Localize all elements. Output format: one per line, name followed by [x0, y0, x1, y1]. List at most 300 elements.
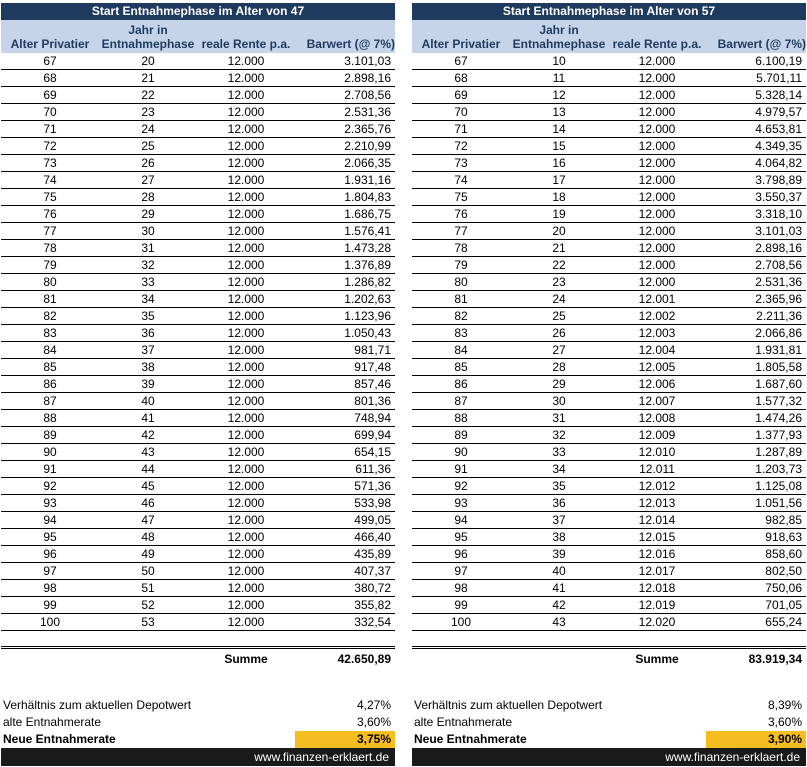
column-header-rente: reale Rente p.a.	[201, 37, 291, 51]
cell-barwert: 1.287,89	[755, 445, 802, 459]
table-row	[1, 410, 395, 427]
table-row	[412, 274, 806, 291]
cell-rente: 12.000	[638, 190, 676, 204]
ratio-label: Verhältnis zum aktuellen Depotwert	[414, 698, 603, 712]
cell-jahr: 39	[141, 377, 155, 391]
table-row	[412, 291, 806, 308]
table-title: Start Entnahmephase im Alter von 57	[412, 3, 806, 20]
column-header-jahr	[510, 23, 608, 51]
cell-rente: 12.000	[227, 241, 265, 255]
cell-jahr: 35	[141, 309, 155, 323]
table-row	[1, 376, 395, 393]
cell-rente: 12.000	[227, 581, 265, 595]
cell-alter: 71	[43, 122, 57, 136]
cell-alter: 95	[43, 530, 57, 544]
ratio-label: Verhältnis zum aktuellen Depotwert	[3, 698, 192, 712]
cell-alter: 69	[454, 88, 468, 102]
cell-alter: 93	[454, 496, 468, 510]
cell-barwert: 533,98	[354, 496, 391, 510]
cell-jahr: 41	[552, 581, 566, 595]
cell-rente: 12.000	[638, 207, 676, 221]
cell-alter: 72	[43, 139, 57, 153]
cell-rente: 12.000	[227, 173, 265, 187]
cell-rente: 12.000	[227, 547, 265, 561]
cell-rente: 12.011	[639, 462, 675, 476]
table-row	[1, 274, 395, 291]
column-header-rente: reale Rente p.a.	[612, 37, 702, 51]
cell-rente: 12.000	[227, 309, 265, 323]
table-row	[1, 325, 395, 342]
cell-jahr: 52	[141, 598, 155, 612]
cell-barwert: 982,85	[765, 513, 802, 527]
table-row	[412, 104, 806, 121]
cell-alter: 79	[43, 258, 57, 272]
cell-barwert: 699,94	[354, 428, 391, 442]
cell-jahr: 24	[141, 122, 155, 136]
table-row	[412, 427, 806, 444]
cell-barwert: 802,50	[765, 564, 802, 578]
cell-alter: 80	[454, 275, 468, 289]
table-row	[412, 393, 806, 410]
cell-alter: 82	[43, 309, 57, 323]
cell-rente: 12.000	[227, 207, 265, 221]
cell-barwert: 748,94	[354, 411, 391, 425]
cell-alter: 85	[43, 360, 57, 374]
cell-rente: 12.000	[638, 88, 676, 102]
cell-barwert: 2.708,56	[755, 258, 802, 272]
cell-barwert: 801,36	[354, 394, 391, 408]
cell-alter: 77	[43, 224, 57, 238]
column-header-barwert: Barwert (@ 7%)	[306, 37, 395, 51]
cell-jahr: 26	[552, 326, 566, 340]
cell-alter: 70	[454, 105, 468, 119]
cell-jahr: 28	[141, 190, 155, 204]
cell-alter: 68	[43, 71, 57, 85]
cell-barwert: 1.123,96	[344, 309, 391, 323]
cell-barwert: 611,36	[355, 462, 391, 476]
cell-jahr: 13	[552, 105, 566, 119]
table-row	[1, 495, 395, 512]
cell-jahr: 30	[552, 394, 566, 408]
cell-jahr: 51	[141, 581, 155, 595]
cell-alter: 85	[454, 360, 468, 374]
cell-jahr: 25	[552, 309, 566, 323]
summe-label: Summe	[635, 652, 679, 666]
table-row	[1, 563, 395, 580]
cell-rente: 12.000	[227, 445, 265, 459]
cell-rente: 12.000	[227, 88, 265, 102]
cell-jahr: 29	[141, 207, 155, 221]
cell-rente: 12.000	[638, 224, 676, 238]
table-row	[1, 427, 395, 444]
cell-barwert: 1.805,58	[755, 360, 802, 374]
column-header-jahr-line2: Entnahmephase	[101, 37, 195, 51]
table-row	[1, 546, 395, 563]
cell-jahr: 31	[141, 241, 155, 255]
cell-rente: 12.000	[227, 54, 265, 68]
cell-barwert: 466,40	[354, 530, 391, 544]
cell-barwert: 1.931,81	[755, 343, 802, 357]
cell-jahr: 25	[141, 139, 155, 153]
cell-alter: 100	[450, 615, 472, 629]
cell-rente: 12.000	[638, 156, 676, 170]
cell-jahr: 33	[141, 275, 155, 289]
table-row	[1, 461, 395, 478]
cell-alter: 97	[454, 564, 468, 578]
cell-jahr: 32	[141, 258, 155, 272]
table-row	[1, 206, 395, 223]
cell-alter: 90	[454, 445, 468, 459]
table-row	[1, 104, 395, 121]
cell-alter: 99	[454, 598, 468, 612]
table-panel-age-47	[1, 3, 395, 669]
cell-barwert: 355,82	[354, 598, 391, 612]
cell-barwert: 1.203,73	[755, 462, 802, 476]
cell-jahr: 21	[552, 241, 566, 255]
cell-alter: 86	[43, 377, 57, 391]
cell-alter: 96	[43, 547, 57, 561]
cell-rente: 12.006	[638, 377, 676, 391]
table-row	[1, 70, 395, 87]
table-body	[1, 53, 395, 631]
table-row	[412, 342, 806, 359]
cell-alter: 94	[43, 513, 57, 527]
cell-rente: 12.018	[638, 581, 676, 595]
cell-barwert: 3.101,03	[755, 224, 802, 238]
cell-rente: 12.008	[638, 411, 676, 425]
cell-jahr: 43	[552, 615, 566, 629]
table-row	[1, 342, 395, 359]
brand-bar	[1, 748, 395, 766]
cell-rente: 12.000	[227, 598, 265, 612]
cell-alter: 89	[43, 428, 57, 442]
brand-link[interactable]: www.finanzen-erklaert.de	[254, 750, 389, 764]
cell-jahr: 47	[141, 513, 155, 527]
table-row	[412, 70, 806, 87]
cell-barwert: 4.064,82	[755, 156, 802, 170]
cell-alter: 89	[454, 428, 468, 442]
table-row	[1, 614, 395, 631]
cell-barwert: 380,72	[354, 581, 391, 595]
cell-barwert: 1.576,41	[344, 224, 391, 238]
table-row	[412, 240, 806, 257]
cell-barwert: 2.531,36	[344, 105, 391, 119]
cell-alter: 95	[454, 530, 468, 544]
cell-jahr: 46	[141, 496, 155, 510]
cell-alter: 93	[43, 496, 57, 510]
column-header-alter: Alter Privatier	[421, 37, 501, 51]
table-row	[412, 597, 806, 614]
table-row	[412, 257, 806, 274]
cell-barwert: 1.804,83	[344, 190, 391, 204]
cell-alter: 78	[454, 241, 468, 255]
cell-jahr: 42	[552, 598, 566, 612]
summe-row	[412, 649, 806, 669]
table-row	[412, 495, 806, 512]
table-row	[1, 138, 395, 155]
cell-jahr: 41	[141, 411, 155, 425]
table-row	[1, 291, 395, 308]
table-row	[1, 155, 395, 172]
cell-barwert: 1.473,28	[344, 241, 391, 255]
ratio-row	[1, 697, 395, 714]
summe-label: Summe	[224, 652, 268, 666]
cell-jahr: 11	[552, 71, 566, 85]
table-row	[1, 189, 395, 206]
cell-rente: 12.003	[638, 326, 676, 340]
cell-barwert: 3.101,03	[344, 54, 391, 68]
cell-alter: 73	[454, 156, 468, 170]
cell-jahr: 20	[552, 224, 566, 238]
cell-jahr: 45	[141, 479, 155, 493]
cell-alter: 75	[43, 190, 57, 204]
table-row	[412, 376, 806, 393]
cell-jahr: 10	[552, 54, 566, 68]
cell-rente: 12.015	[638, 530, 676, 544]
table-row	[412, 53, 806, 70]
column-header-barwert: Barwert (@ 7%)	[717, 37, 806, 51]
cell-barwert: 1.686,75	[344, 207, 391, 221]
cell-rente: 12.000	[227, 139, 265, 153]
cell-alter: 91	[454, 462, 468, 476]
cell-barwert: 1.687,60	[755, 377, 802, 391]
cell-rente: 12.013	[638, 496, 676, 510]
cell-jahr: 43	[141, 445, 155, 459]
cell-barwert: 2.898,16	[755, 241, 802, 255]
cell-jahr: 50	[141, 564, 155, 578]
cell-rente: 12.000	[638, 258, 676, 272]
cell-alter: 92	[43, 479, 57, 493]
table-row	[1, 172, 395, 189]
cell-barwert: 1.286,82	[344, 275, 391, 289]
cell-rente: 12.000	[227, 71, 265, 85]
cell-rente: 12.000	[227, 496, 265, 510]
cell-jahr: 33	[552, 445, 566, 459]
table-row	[412, 478, 806, 495]
cell-rente: 12.019	[638, 598, 676, 612]
cell-alter: 84	[43, 343, 57, 357]
cell-jahr: 48	[141, 530, 155, 544]
cell-rente: 12.000	[638, 54, 676, 68]
table-row	[412, 359, 806, 376]
cell-alter: 91	[43, 462, 57, 476]
cell-alter: 98	[454, 581, 468, 595]
table-row	[412, 444, 806, 461]
cell-rente: 12.000	[227, 224, 265, 238]
cell-barwert: 3.798,89	[755, 173, 802, 187]
table-row	[1, 512, 395, 529]
old-rate-row	[412, 714, 806, 731]
ratio-value: 4,27%	[356, 698, 391, 712]
cell-alter: 77	[454, 224, 468, 238]
cell-barwert: 2.365,96	[755, 292, 802, 306]
summe-row	[1, 649, 395, 669]
table-row	[412, 155, 806, 172]
old-rate-label: alte Entnahmerate	[3, 715, 102, 729]
new-rate-row	[1, 731, 395, 748]
table-body	[412, 53, 806, 631]
cell-alter: 72	[454, 139, 468, 153]
cell-jahr: 38	[141, 360, 155, 374]
cell-rente: 12.000	[227, 275, 265, 289]
cell-rente: 12.000	[227, 377, 265, 391]
cell-rente: 12.000	[227, 513, 265, 527]
table-row	[412, 223, 806, 240]
brand-link[interactable]: www.finanzen-erklaert.de	[665, 750, 800, 764]
cell-rente: 12.007	[638, 394, 676, 408]
cell-alter: 69	[43, 88, 57, 102]
cell-alter: 88	[454, 411, 468, 425]
ratio-value: 8,39%	[767, 698, 802, 712]
table-row	[412, 580, 806, 597]
cell-alter: 97	[43, 564, 57, 578]
cell-rente: 12.017	[638, 564, 676, 578]
cell-rente: 12.009	[638, 428, 676, 442]
cell-alter: 81	[43, 292, 57, 306]
cell-jahr: 18	[552, 190, 566, 204]
cell-alter: 67	[454, 54, 468, 68]
table-row	[412, 614, 806, 631]
cell-alter: 92	[454, 479, 468, 493]
cell-alter: 94	[454, 513, 468, 527]
cell-jahr: 34	[141, 292, 155, 306]
cell-alter: 68	[454, 71, 468, 85]
cell-rente: 12.000	[227, 105, 265, 119]
new-rate-label: Neue Entnahmerate	[414, 732, 527, 746]
cell-rente: 12.004	[638, 343, 676, 357]
cell-rente: 12.000	[227, 190, 265, 204]
table-row	[1, 580, 395, 597]
cell-barwert: 857,46	[354, 377, 391, 391]
cell-rente: 12.000	[638, 105, 676, 119]
cell-barwert: 2.066,35	[344, 156, 391, 170]
cell-alter: 78	[43, 241, 57, 255]
cell-rente: 12.000	[638, 139, 676, 153]
cell-alter: 74	[43, 173, 57, 187]
table-row	[1, 308, 395, 325]
cell-alter: 74	[454, 173, 468, 187]
cell-rente: 12.012	[638, 479, 676, 493]
cell-rente: 12.000	[638, 122, 676, 136]
cell-rente: 12.000	[227, 530, 265, 544]
cell-jahr: 42	[141, 428, 155, 442]
new-rate-value: 3,90%	[767, 732, 802, 746]
cell-alter: 84	[454, 343, 468, 357]
table-row	[412, 563, 806, 580]
cell-alter: 82	[454, 309, 468, 323]
cell-rente: 12.000	[227, 258, 265, 272]
cell-alter: 83	[43, 326, 57, 340]
cell-barwert: 3.318,10	[755, 207, 802, 221]
cell-rente: 12.001	[638, 292, 676, 306]
cell-alter: 88	[43, 411, 57, 425]
cell-jahr: 39	[552, 547, 566, 561]
column-header-jahr-line1: Jahr in	[128, 23, 168, 37]
old-rate-value: 3,60%	[356, 715, 391, 729]
table-row	[1, 240, 395, 257]
table-row	[1, 529, 395, 546]
cell-jahr: 37	[552, 513, 566, 527]
table-row	[1, 393, 395, 410]
table-row	[412, 172, 806, 189]
cell-barwert: 435,89	[354, 547, 391, 561]
cell-barwert: 2.365,76	[344, 122, 391, 136]
summe-value: 42.650,89	[337, 652, 391, 666]
cell-alter: 76	[454, 207, 468, 221]
cell-jahr: 21	[141, 71, 155, 85]
cell-barwert: 332,54	[354, 615, 391, 629]
new-rate-row	[412, 731, 806, 748]
cell-barwert: 499,05	[354, 513, 391, 527]
cell-jahr: 27	[552, 343, 566, 357]
cell-barwert: 1.376,89	[344, 258, 391, 272]
cell-barwert: 750,06	[765, 581, 802, 595]
cell-barwert: 2.531,36	[755, 275, 802, 289]
cell-jahr: 27	[141, 173, 155, 187]
table-row	[1, 597, 395, 614]
cell-barwert: 4.979,57	[755, 105, 802, 119]
table-row	[412, 138, 806, 155]
cell-rente: 12.000	[227, 479, 265, 493]
cell-barwert: 1.202,63	[344, 292, 391, 306]
table-row	[412, 325, 806, 342]
cell-jahr: 17	[552, 173, 566, 187]
column-header-jahr	[99, 23, 197, 51]
cell-jahr: 30	[141, 224, 155, 238]
table-row	[1, 444, 395, 461]
cell-barwert: 1.931,16	[344, 173, 391, 187]
table-title: Start Entnahmephase im Alter von 47	[1, 3, 395, 20]
column-header-alter: Alter Privatier	[10, 37, 90, 51]
cell-rente: 12.005	[638, 360, 676, 374]
cell-rente: 12.000	[227, 462, 265, 476]
cell-jahr: 15	[552, 139, 566, 153]
cell-alter: 83	[454, 326, 468, 340]
cell-jahr: 49	[141, 547, 155, 561]
cell-jahr: 31	[552, 411, 566, 425]
cell-alter: 99	[43, 598, 57, 612]
table-row	[412, 546, 806, 563]
cell-barwert: 571,36	[354, 479, 391, 493]
table-header	[412, 20, 806, 53]
cell-jahr: 35	[552, 479, 566, 493]
table-row	[412, 512, 806, 529]
table-row	[1, 359, 395, 376]
table-row	[1, 478, 395, 495]
cell-rente: 12.020	[638, 615, 676, 629]
cell-rente: 12.000	[638, 241, 676, 255]
cell-barwert: 701,05	[765, 598, 802, 612]
cell-alter: 79	[454, 258, 468, 272]
table-row	[1, 53, 395, 70]
cell-barwert: 4.349,35	[755, 139, 802, 153]
cell-barwert: 1.577,32	[755, 394, 802, 408]
cell-rente: 12.014	[638, 513, 676, 527]
table-row	[412, 206, 806, 223]
table-row	[1, 257, 395, 274]
cell-alter: 96	[454, 547, 468, 561]
cell-alter: 70	[43, 105, 57, 119]
new-rate-value: 3,75%	[356, 732, 391, 746]
cell-jahr: 53	[141, 615, 155, 629]
cell-alter: 71	[454, 122, 468, 136]
cell-alter: 75	[454, 190, 468, 204]
table-row	[1, 87, 395, 104]
cell-jahr: 22	[552, 258, 566, 272]
cell-alter: 100	[39, 615, 61, 629]
cell-jahr: 34	[552, 462, 566, 476]
table-row	[1, 223, 395, 240]
